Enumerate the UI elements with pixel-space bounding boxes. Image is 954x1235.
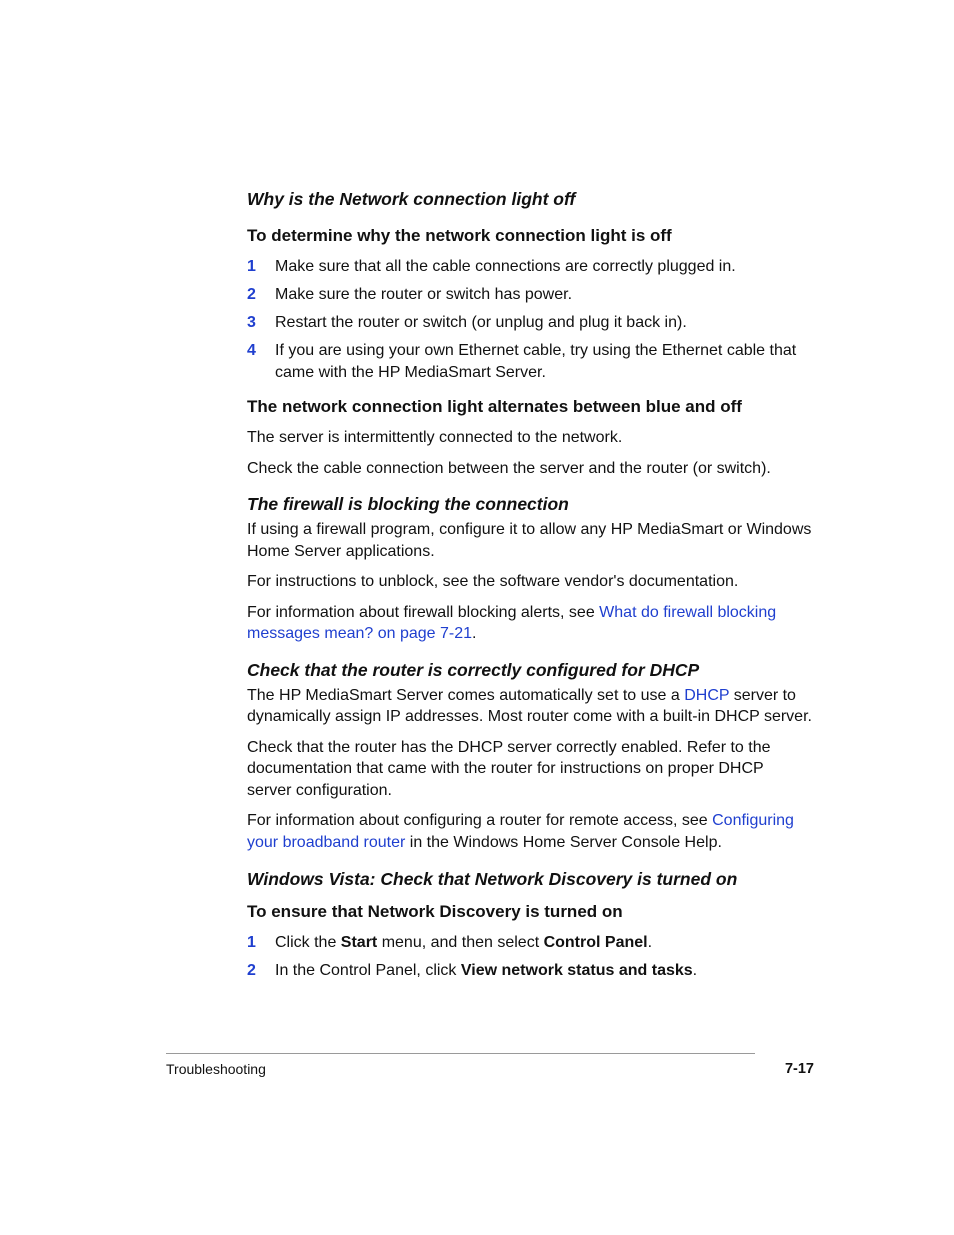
- step-number: 1: [247, 258, 256, 275]
- step-text-part: In the Control Panel, click: [275, 962, 461, 979]
- paragraph-dhcp: [247, 685, 812, 728]
- start-menu-term: Start: [340, 934, 378, 951]
- section-heading-network-discovery: Windows Vista: Check that Network Discovery is turned on: [247, 869, 738, 889]
- section-heading-dhcp: Check that the router is correctly configured for DHCP: [247, 659, 700, 680]
- paragraph-firewall-alerts: [247, 602, 812, 645]
- control-panel-term: Control Panel: [543, 934, 648, 951]
- procedure-heading-light-alternates: The network connection light alternates between blue and off: [247, 397, 742, 416]
- procedure-heading-network-light: To determine why the network connection light is off: [247, 226, 672, 245]
- paragraph-text: The HP MediaSmart Server comes automatically set to use a: [247, 686, 685, 704]
- step-number: 2: [247, 286, 256, 303]
- paragraph-text: .: [472, 625, 477, 642]
- paragraph-text: For information about configuring a router for remote access, see: [247, 812, 713, 829]
- list-item: [247, 932, 812, 954]
- step-text-part: .: [692, 962, 698, 979]
- paragraph: Check that the router has the DHCP server correctly enabled. Refer to the documentation that came with the router for instructions on proper DHCP server configuration.: [247, 738, 771, 799]
- paragraph: For instructions to unblock, see the software vendor's documentation.: [247, 573, 739, 590]
- list-item: [247, 340, 812, 383]
- footer-page-number: 7-17: [784, 1061, 814, 1077]
- paragraph-text: server to dynamically assign IP addresses. Most router come with a built-in DHCP server.: [247, 686, 812, 725]
- step-text-part: Click the: [275, 934, 341, 951]
- view-network-status-term: View network status and tasks: [460, 962, 693, 979]
- configuring-router-link[interactable]: Configuring your broadband router: [247, 812, 794, 851]
- step-text: [275, 932, 812, 954]
- procedure-heading-network-discovery: To ensure that Network Discovery is turned on: [247, 902, 623, 921]
- paragraph: The server is intermittently connected to the network.: [247, 429, 623, 446]
- section-heading-network-light: Why is the Network connection light off: [247, 189, 576, 209]
- step-text: If you are using your own Ethernet cable, try using the Ethernet cable that came with the HP MediaSmart Server.: [275, 342, 797, 381]
- firewall-messages-link[interactable]: What do firewall blocking messages mean? on page 7-21: [247, 603, 777, 642]
- list-item: [247, 960, 812, 982]
- paragraph: If using a firewall program, configure it to allow any HP MediaSmart or Windows Home Server applications.: [247, 521, 812, 560]
- step-number: 2: [247, 962, 256, 979]
- step-text: [275, 960, 812, 982]
- dhcp-link[interactable]: DHCP: [684, 686, 730, 704]
- paragraph-text: in the Windows Home Server Console Help.: [405, 833, 722, 851]
- paragraph-text: For information about firewall blocking alerts, see: [247, 603, 600, 621]
- step-text-part: .: [647, 934, 653, 951]
- list-item: [247, 284, 812, 306]
- section-heading-firewall: The firewall is blocking the connection: [247, 494, 569, 514]
- list-item: [247, 312, 812, 334]
- footer-divider: [166, 1053, 755, 1054]
- page-content: [247, 186, 812, 994]
- step-number: 1: [247, 934, 256, 951]
- paragraph: Check the cable connection between the server and the router (or switch).: [247, 459, 771, 477]
- step-text-part: menu, and then select: [377, 934, 544, 951]
- step-text: Make sure the router or switch has power.: [275, 286, 573, 303]
- steps-list-network-light: [247, 256, 812, 383]
- steps-list-network-discovery: [247, 932, 812, 982]
- paragraph-router-config: [247, 810, 812, 853]
- step-text: Make sure that all the cable connections are correctly plugged in.: [275, 258, 736, 275]
- step-text: Restart the router or switch (or unplug and plug it back in).: [275, 314, 687, 331]
- list-item: [247, 256, 812, 278]
- step-number: 3: [247, 314, 256, 331]
- step-number: 4: [247, 342, 256, 359]
- footer-section-name: Troubleshooting: [166, 1061, 266, 1077]
